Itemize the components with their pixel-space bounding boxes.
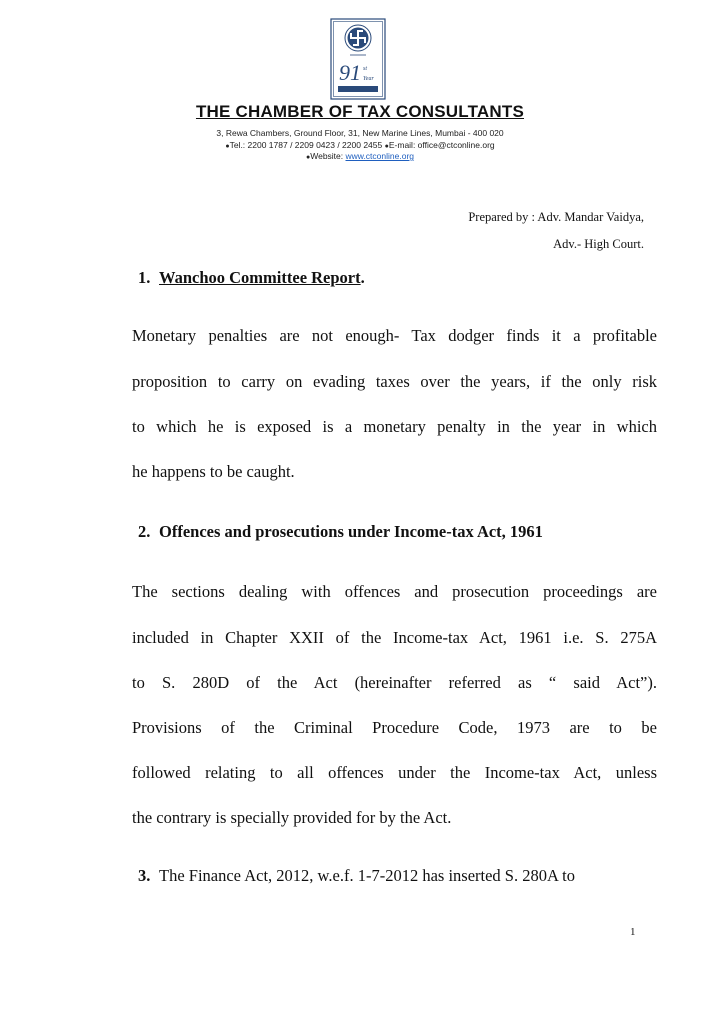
telephone-numbers: Tel.: 2200 1787 / 2209 0423 / 2200 2455 (229, 140, 383, 150)
prepared-by-line: Prepared by : Adv. Mandar Vaidya, (468, 210, 644, 224)
bullet-icon: ● (305, 154, 311, 161)
svg-text:91: 91 (339, 60, 361, 85)
website-label: Website: (310, 151, 346, 161)
paragraph-line: he happens to be caught. (132, 462, 295, 481)
section-number: 1. (138, 268, 151, 287)
svg-text:Year: Year (363, 76, 374, 82)
organization-name: THE CHAMBER OF TAX CONSULTANTS (195, 102, 525, 121)
website-line (0, 151, 720, 161)
website-link[interactable]: www.ctconline.org (345, 151, 415, 161)
paragraph-line: the contrary is specially provided for by the Act. (132, 808, 452, 827)
page-number: 1 (630, 926, 636, 938)
paragraph-line: followed relating to all offences under the Income-tax Act, unless (132, 763, 657, 782)
section-1-heading (138, 268, 365, 288)
section-number: 3. (138, 866, 151, 885)
chamber-seal-swastika-91-years-icon (330, 18, 386, 100)
section-3-heading (138, 866, 658, 886)
bullet-icon: ● (384, 143, 389, 150)
paragraph-line: Monetary penalties are not enough- Tax dodger finds it a profitable (132, 326, 657, 345)
section-2-heading (138, 522, 543, 542)
organization-address: 3, Rewa Chambers, Ground Floor, 31, New Marine Lines, Mumbai - 400 020 (216, 128, 504, 138)
svg-text:st: st (363, 66, 368, 72)
paragraph-line: The Finance Act, 2012, w.e.f. 1-7-2012 has inserted S. 280A to (159, 866, 575, 885)
paragraph-line: included in Chapter XXII of the Income-tax Act, 1961 i.e. S. 275A (132, 628, 657, 647)
prepared-by-title: Adv.- High Court. (553, 237, 644, 251)
bullet-icon: ● (225, 143, 230, 150)
paragraph-line: to S. 280D of the Act (hereinafter referred as “ said Act”). (132, 673, 657, 692)
paragraph-line: Provisions of the Criminal Procedure Code, 1973 are to be (132, 718, 657, 737)
contact-line (0, 140, 720, 150)
section-title: Wanchoo Committee Report (159, 268, 361, 287)
section-number: 2. (138, 522, 151, 541)
section-title: Offences and prosecutions under Income-tax Act, 1961 (159, 522, 543, 541)
paragraph-line: to which he is exposed is a monetary penalty in the year in which (132, 417, 657, 436)
section-title-suffix: . (360, 268, 365, 287)
paragraph-line: The sections dealing with offences and prosecution proceedings are (132, 582, 657, 601)
email-address: E-mail: office@ctconline.org (388, 140, 495, 150)
paragraph-line: proposition to carry on evading taxes over the years, if the only risk (132, 372, 657, 391)
